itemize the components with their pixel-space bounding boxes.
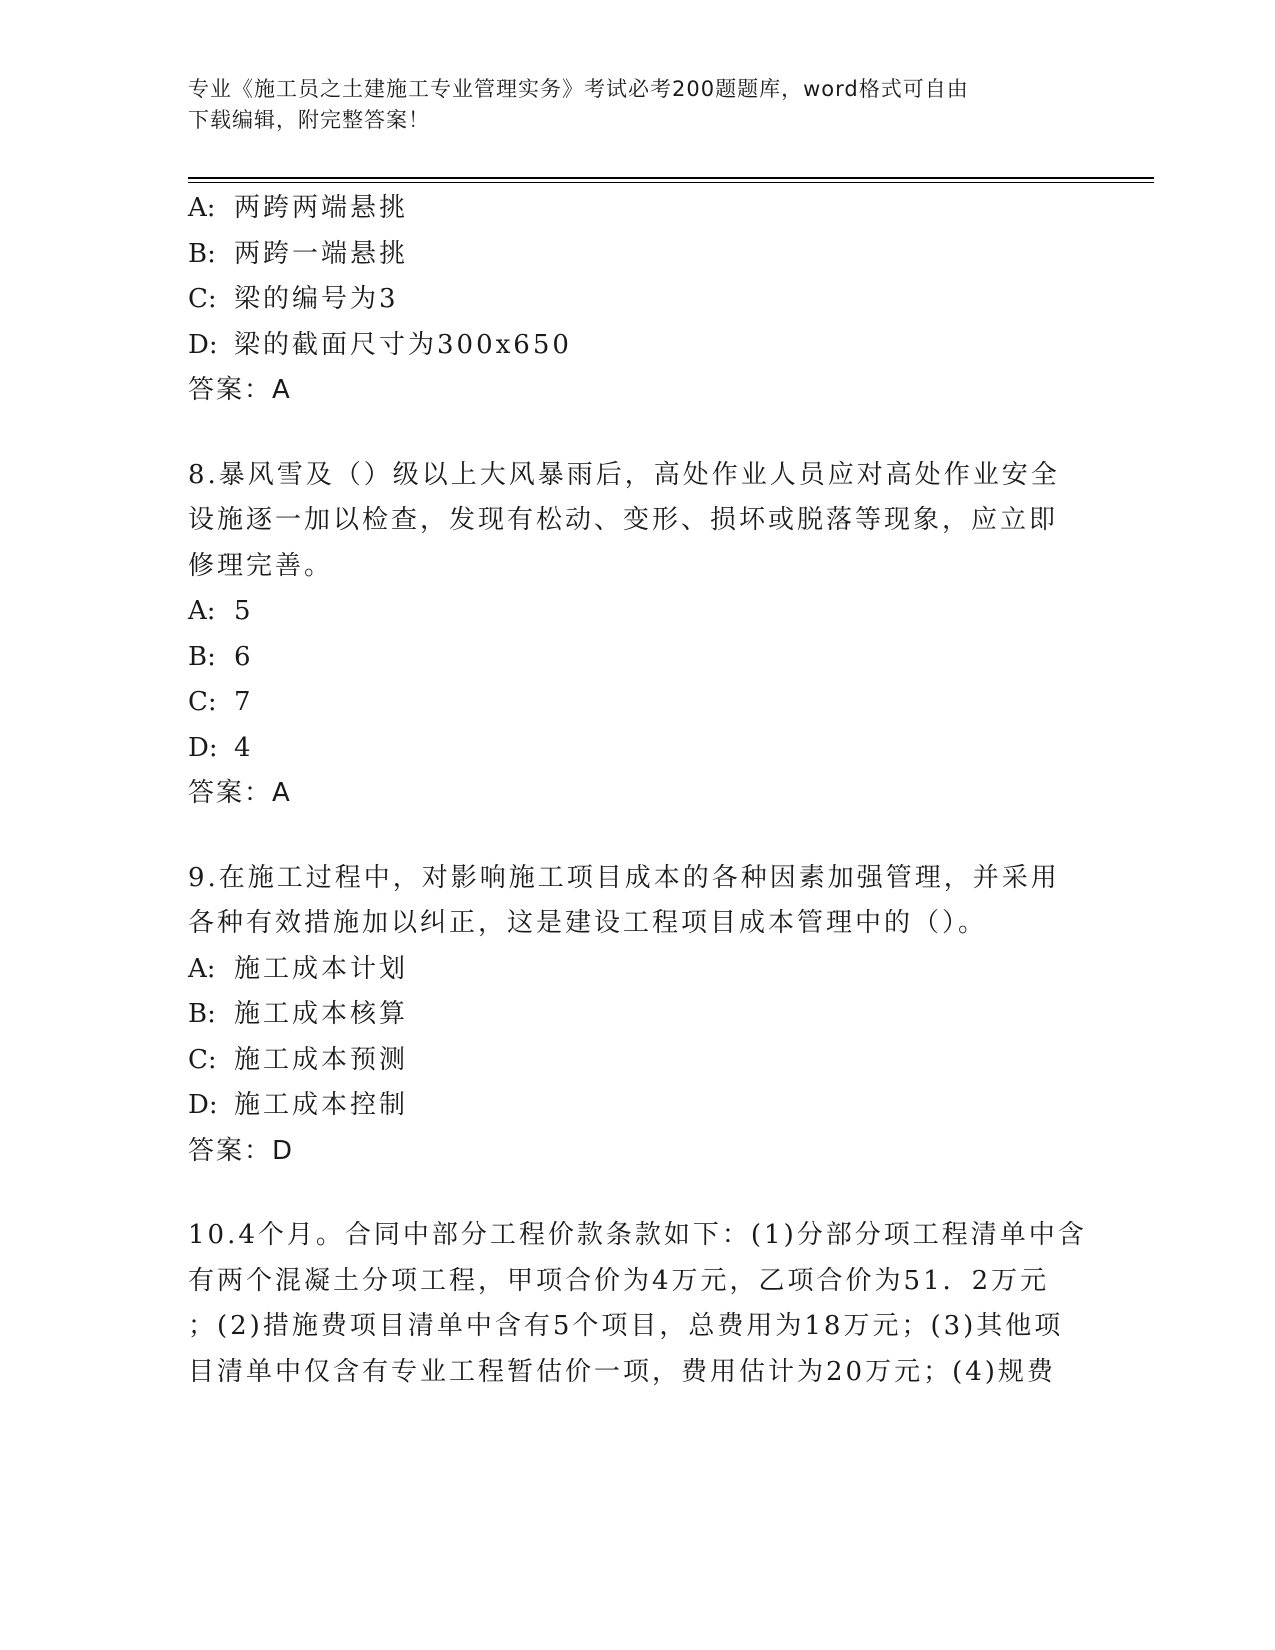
question-line: 9.在施工过程中，对影响施工项目成本的各种因素加强管理，并采用 — [188, 862, 1060, 893]
header-line-1: 专业《施工员之土建施工专业管理实务》考试必考200题题库，word格式可自由 — [188, 77, 969, 101]
option-a: A: 5 — [188, 596, 254, 626]
question-line: 各种有效措施加以纠正，这是建设工程项目成本管理中的（）。 — [188, 908, 988, 938]
option-c: C: 梁的编号为3 — [188, 284, 399, 314]
answer: 答案：A — [188, 375, 292, 405]
option-c: C: 施工成本预测 — [188, 1044, 409, 1075]
document-header — [188, 74, 1068, 136]
question-7-partial — [188, 186, 1088, 414]
option-b: B: 施工成本核算 — [188, 999, 409, 1029]
option-b: B: 两跨一端悬挑 — [188, 238, 409, 269]
answer: 答案：D — [188, 1135, 295, 1166]
answer: 答案：A — [188, 778, 292, 808]
option-a: A: 施工成本计划 — [188, 953, 409, 984]
question-10 — [188, 1213, 1088, 1395]
question-line: 10.4个月。合同中部分工程价款条款如下：(1)分部分项工程清单中含 — [188, 1220, 1087, 1250]
option-d: D: 施工成本控制 — [188, 1090, 409, 1120]
question-9 — [188, 856, 1088, 1175]
header-rule-thin — [188, 182, 1154, 183]
question-line: 修理完善。 — [188, 550, 334, 581]
question-line: 8.暴风雪及（）级以上大风暴雨后，高处作业人员应对高处作业安全 — [188, 459, 1060, 490]
question-line: 有两个混凝土分项工程，甲项合价为4万元，乙项合价为51．2万元 — [188, 1265, 1050, 1296]
document-body — [188, 186, 1088, 1395]
question-line: ；(2)措施费项目清单中含有5个项目，总费用为18万元；(3)其他项 — [188, 1311, 1064, 1341]
header-line-2: 下载编辑，附完整答案！ — [188, 108, 430, 132]
option-b: B: 6 — [188, 641, 254, 672]
question-line: 目清单中仅含有专业工程暂估价一项，费用估计为20万元；(4)规费 — [188, 1356, 1056, 1387]
option-d: D: 4 — [188, 732, 254, 763]
header-rule-thick — [188, 177, 1154, 179]
option-c: C: 7 — [188, 687, 254, 717]
option-d: D: 梁的截面尺寸为300x650 — [188, 329, 572, 360]
question-8 — [188, 453, 1088, 817]
option-a: A: 两跨两端悬挑 — [188, 193, 409, 223]
question-line: 设施逐一加以检查，发现有松动、变形、损坏或脱落等现象，应立即 — [188, 505, 1059, 535]
